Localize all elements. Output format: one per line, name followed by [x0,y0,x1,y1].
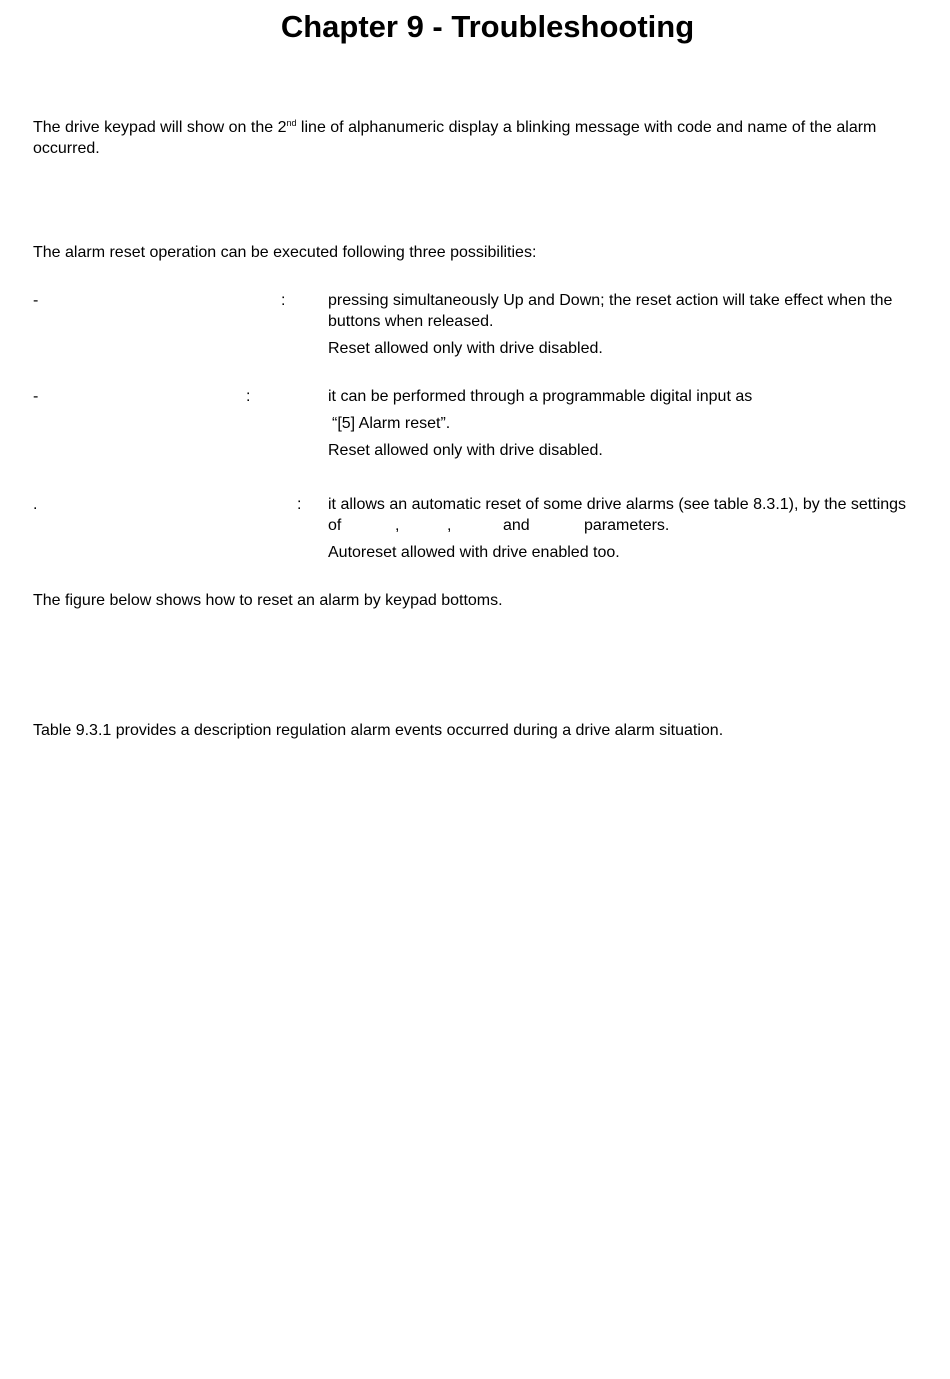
reset-intro: The alarm reset operation can be executed following three possibilities: [33,244,537,261]
intro-line-2: occurred. [33,140,100,157]
option-3-line-2-and: and [503,517,530,534]
option-3-line-2-parameters: parameters. [584,517,670,534]
option-3-note: Autoreset allowed with drive enabled too. [328,544,620,561]
figure-text: The figure below shows how to reset an alarm by keypad bottoms. [33,592,503,609]
intro-text-a: The drive keypad will show on the 2 [33,119,287,136]
option-2-line-1: it can be performed through a programmable digital input as [328,388,753,405]
option-3-colon: : [297,496,302,513]
option-1-line-2: buttons when released. [328,313,494,330]
intro-superscript: nd [286,118,297,128]
option-2-bullet: - [33,388,39,405]
option-3-line-2-comma-2: , [447,517,452,534]
page-title: Chapter 9 - Troubleshooting [280,9,695,44]
option-3-line-1: it allows an automatic reset of some drive alarms (see table 8.3.1), by the settings [328,496,907,513]
option-2-note: Reset allowed only with drive disabled. [328,442,603,459]
intro-text-b: line of alphanumeric display a blinking message with code and name of the alarm [296,119,877,136]
option-1-note: Reset allowed only with drive disabled. [328,340,603,357]
table-text: Table 9.3.1 provides a description regulation alarm events occurred during a drive alarm situation. [33,722,724,739]
option-1-line-1: pressing simultaneously Up and Down; the reset action will take effect when the [328,292,893,309]
option-3-bullet: . [33,496,38,513]
option-2-colon: : [246,388,251,405]
option-3-line-2-of: of [328,517,342,534]
option-1-colon: : [281,292,286,309]
option-1-bullet: - [33,292,39,309]
intro-line-1 [33,117,876,138]
option-3-line-2-comma-1: , [395,517,400,534]
option-2-line-2: “[5] Alarm reset”. [332,415,451,432]
